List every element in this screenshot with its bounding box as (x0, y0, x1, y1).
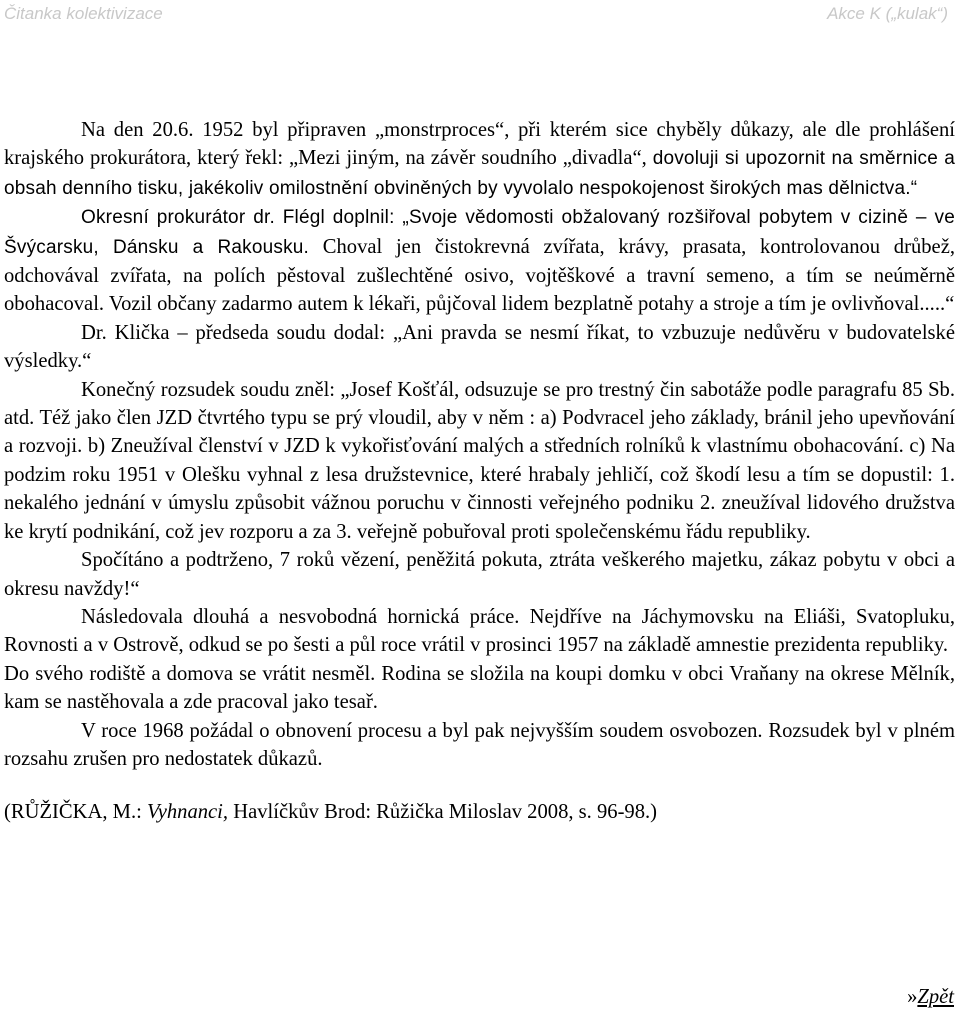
back-navigation (907, 986, 954, 1009)
paragraph-text: Následovala dlouhá a nesvobodná hornická práce. Nejdříve na Jáchymovsku na Eliáši, Svatopluku, Rovnosti a v Ostrově, odkud se po šesti a půl roce vrátil v prosinci 1957 na základě amnestie prezidenta republiky. (4, 605, 955, 657)
paragraph-monstrproces (4, 116, 955, 203)
header-section-title: Akce K („kulak“) (827, 4, 948, 23)
paragraph-judge (4, 319, 955, 376)
article-body (4, 116, 955, 827)
citation-title: Vyhnanci, (147, 801, 229, 824)
citation-prefix: (RŮŽIČKA, M.: (4, 801, 148, 824)
paragraph-text: Konečný rozsudek soudu zněl: „Josef Košťál, odsuzuje se pro trestný čin sabotáže podle paragrafu 85 Sb. atd. Též jako člen JZD čtvrtého typu se prý vloudil, aby v něm : a) Podvracel jeho základy, bránil jeho upevňování a rozvoji. b) Zneužíval členství v JZD k vykořisťování malých a středních rolníků k vlastnímu obohacování. c) Na podzim roku 1951 v Olešku vyhnal z lesa družstevnice, které hrabaly jehličí, což škodí lesu a tím se dopustil: 1. nekalého jednání v úmyslu způsobit vážnou poruchu v činnosti veřejného podniku 2. zneužíval lidového družstva ke krytí podnikání, což jev rozporu a za 3. veřejně pobuřoval proti společenskému řádu republiky. (4, 378, 955, 543)
paragraph-text-sans: Okresní prokurátor dr. Flégl doplnil: „Svoje vědomosti obžalovaný rozšiřoval pobytem v cizině – ve Švýcarsku, Dánsku a Rakousku. (4, 207, 955, 258)
paragraph-text: Spočítáno a podtrženo, 7 roků vězení, peněžitá pokuta, ztráta veškerého majetku, zákaz pobytu v obci a okresu navždy!“ (4, 549, 955, 600)
paragraph-prosecutor (4, 203, 955, 319)
paragraph-acquittal (4, 717, 955, 774)
citation (4, 798, 955, 826)
paragraph-text: Choval jen čistokrevná zvířata, krávy, prasata, kontrolovanou drůbež, odchovával zvířata, na polích pěstoval zušlechtěné osivo, vojtěškové a travní semeno, a tím se neúměrně obohacoval. Vozil občany zadarmo autem k lékaři, půjčoval lidem bezplatně potahy a stroje a tím je ovlivňoval.....“ (4, 235, 955, 316)
paragraph-sentence (4, 546, 955, 603)
double-chevron-right-icon: » (907, 986, 918, 1008)
citation-suffix: Havlíčkův Brod: Růžička Miloslav 2008, s. 96-98.) (228, 801, 658, 824)
paragraph-return (4, 660, 955, 717)
back-link[interactable]: Zpět (917, 986, 954, 1008)
paragraph-text: Dr. Klička – předseda soudu dodal: „Ani pravda se nesmí říkat, to vzbuzuje nedůvěru v budovatelské výsledky.“ (4, 321, 955, 373)
paragraph-text: Do svého rodiště a domova se vrátit nesměl. Rodina se složila na koupi domku v obci Vraňany na okrese Mělník, kam se nastěhovala a zde pracoval jako tesař. (4, 662, 955, 714)
paragraph-mining (4, 603, 955, 660)
paragraph-text: Na den 20.6. 1952 byl připraven „monstrproces“, při kterém sice chyběly důkazy, ale dle prohlášení krajského prokurátora, který řekl: „Mezi jiným, na závěr soudního „divadla“, (4, 119, 955, 170)
header-collection-title: Čitanka kolektivizace (4, 4, 163, 23)
paragraph-text-sans: dovoluji si upozornit na směrnice a obsah denního tisku, jakékoliv omilostnění obviněných by vyvolalo nespokojenost širokých mas dělnictva.“ (4, 148, 955, 199)
paragraph-text: V roce 1968 požádal o obnovení procesu a byl pak nejvyšším soudem osvobozen. Rozsudek byl v plném rozsahu zrušen pro nedostatek důkazů. (4, 719, 955, 770)
paragraph-verdict (4, 376, 955, 546)
spacer (4, 773, 955, 798)
